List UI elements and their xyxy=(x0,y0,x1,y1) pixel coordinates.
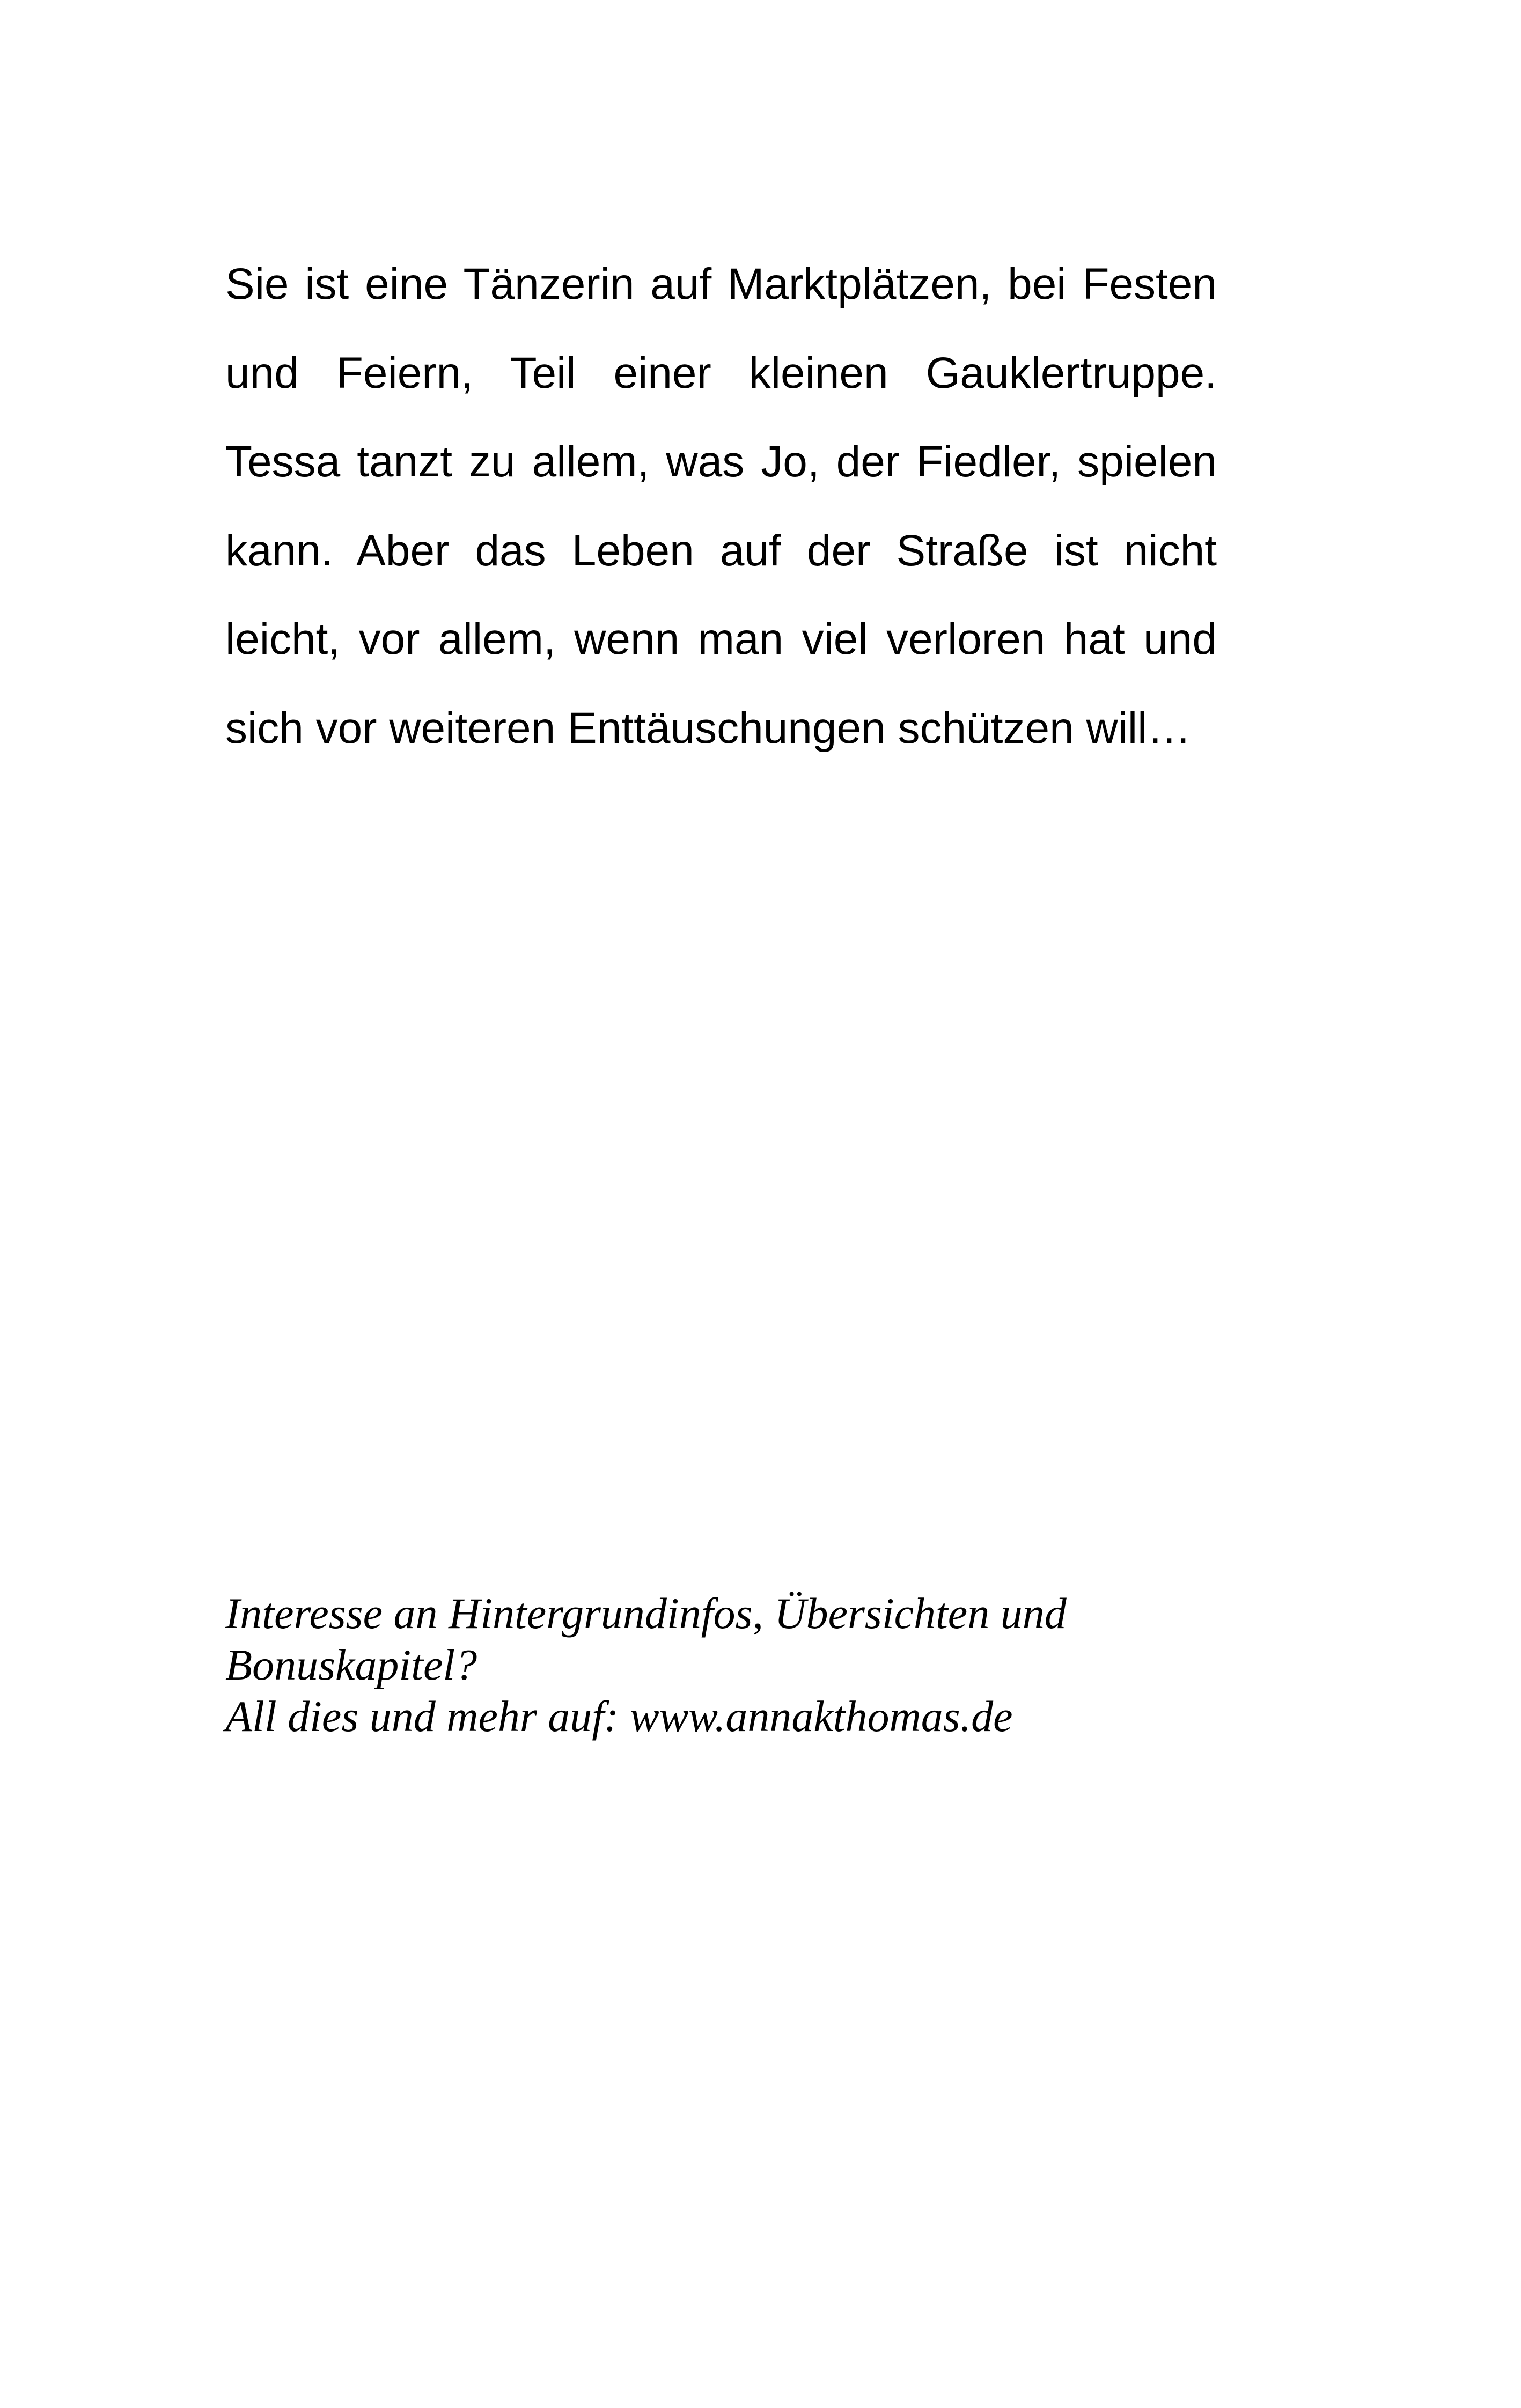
promo-website-line: All dies und mehr auf: www.annakthomas.de xyxy=(225,1692,1013,1741)
blurb-line: kann. Aber das Leben auf der Straße ist nicht xyxy=(225,526,1217,575)
blurb-line: sich vor weiteren Enttäuschungen schützen will… xyxy=(225,703,1192,753)
author-website-note xyxy=(225,1588,1352,1742)
promo-line: Bonuskapitel? xyxy=(225,1640,477,1689)
blurb-line: Sie ist eine Tänzerin auf Marktplätzen, bei Festen xyxy=(225,260,1217,308)
blurb-line: Tessa tanzt zu allem, was Jo, der Fiedler, spielen xyxy=(225,437,1217,486)
blurb-line: leicht, vor allem, wenn man viel verloren hat und xyxy=(225,615,1217,664)
blurb-line: und Feiern, Teil einer kleinen Gauklertruppe. xyxy=(225,348,1217,397)
promo-line: Interesse an Hintergrundinfos, Übersichten und xyxy=(225,1589,1067,1638)
book-blurb-paragraph xyxy=(225,236,1217,769)
